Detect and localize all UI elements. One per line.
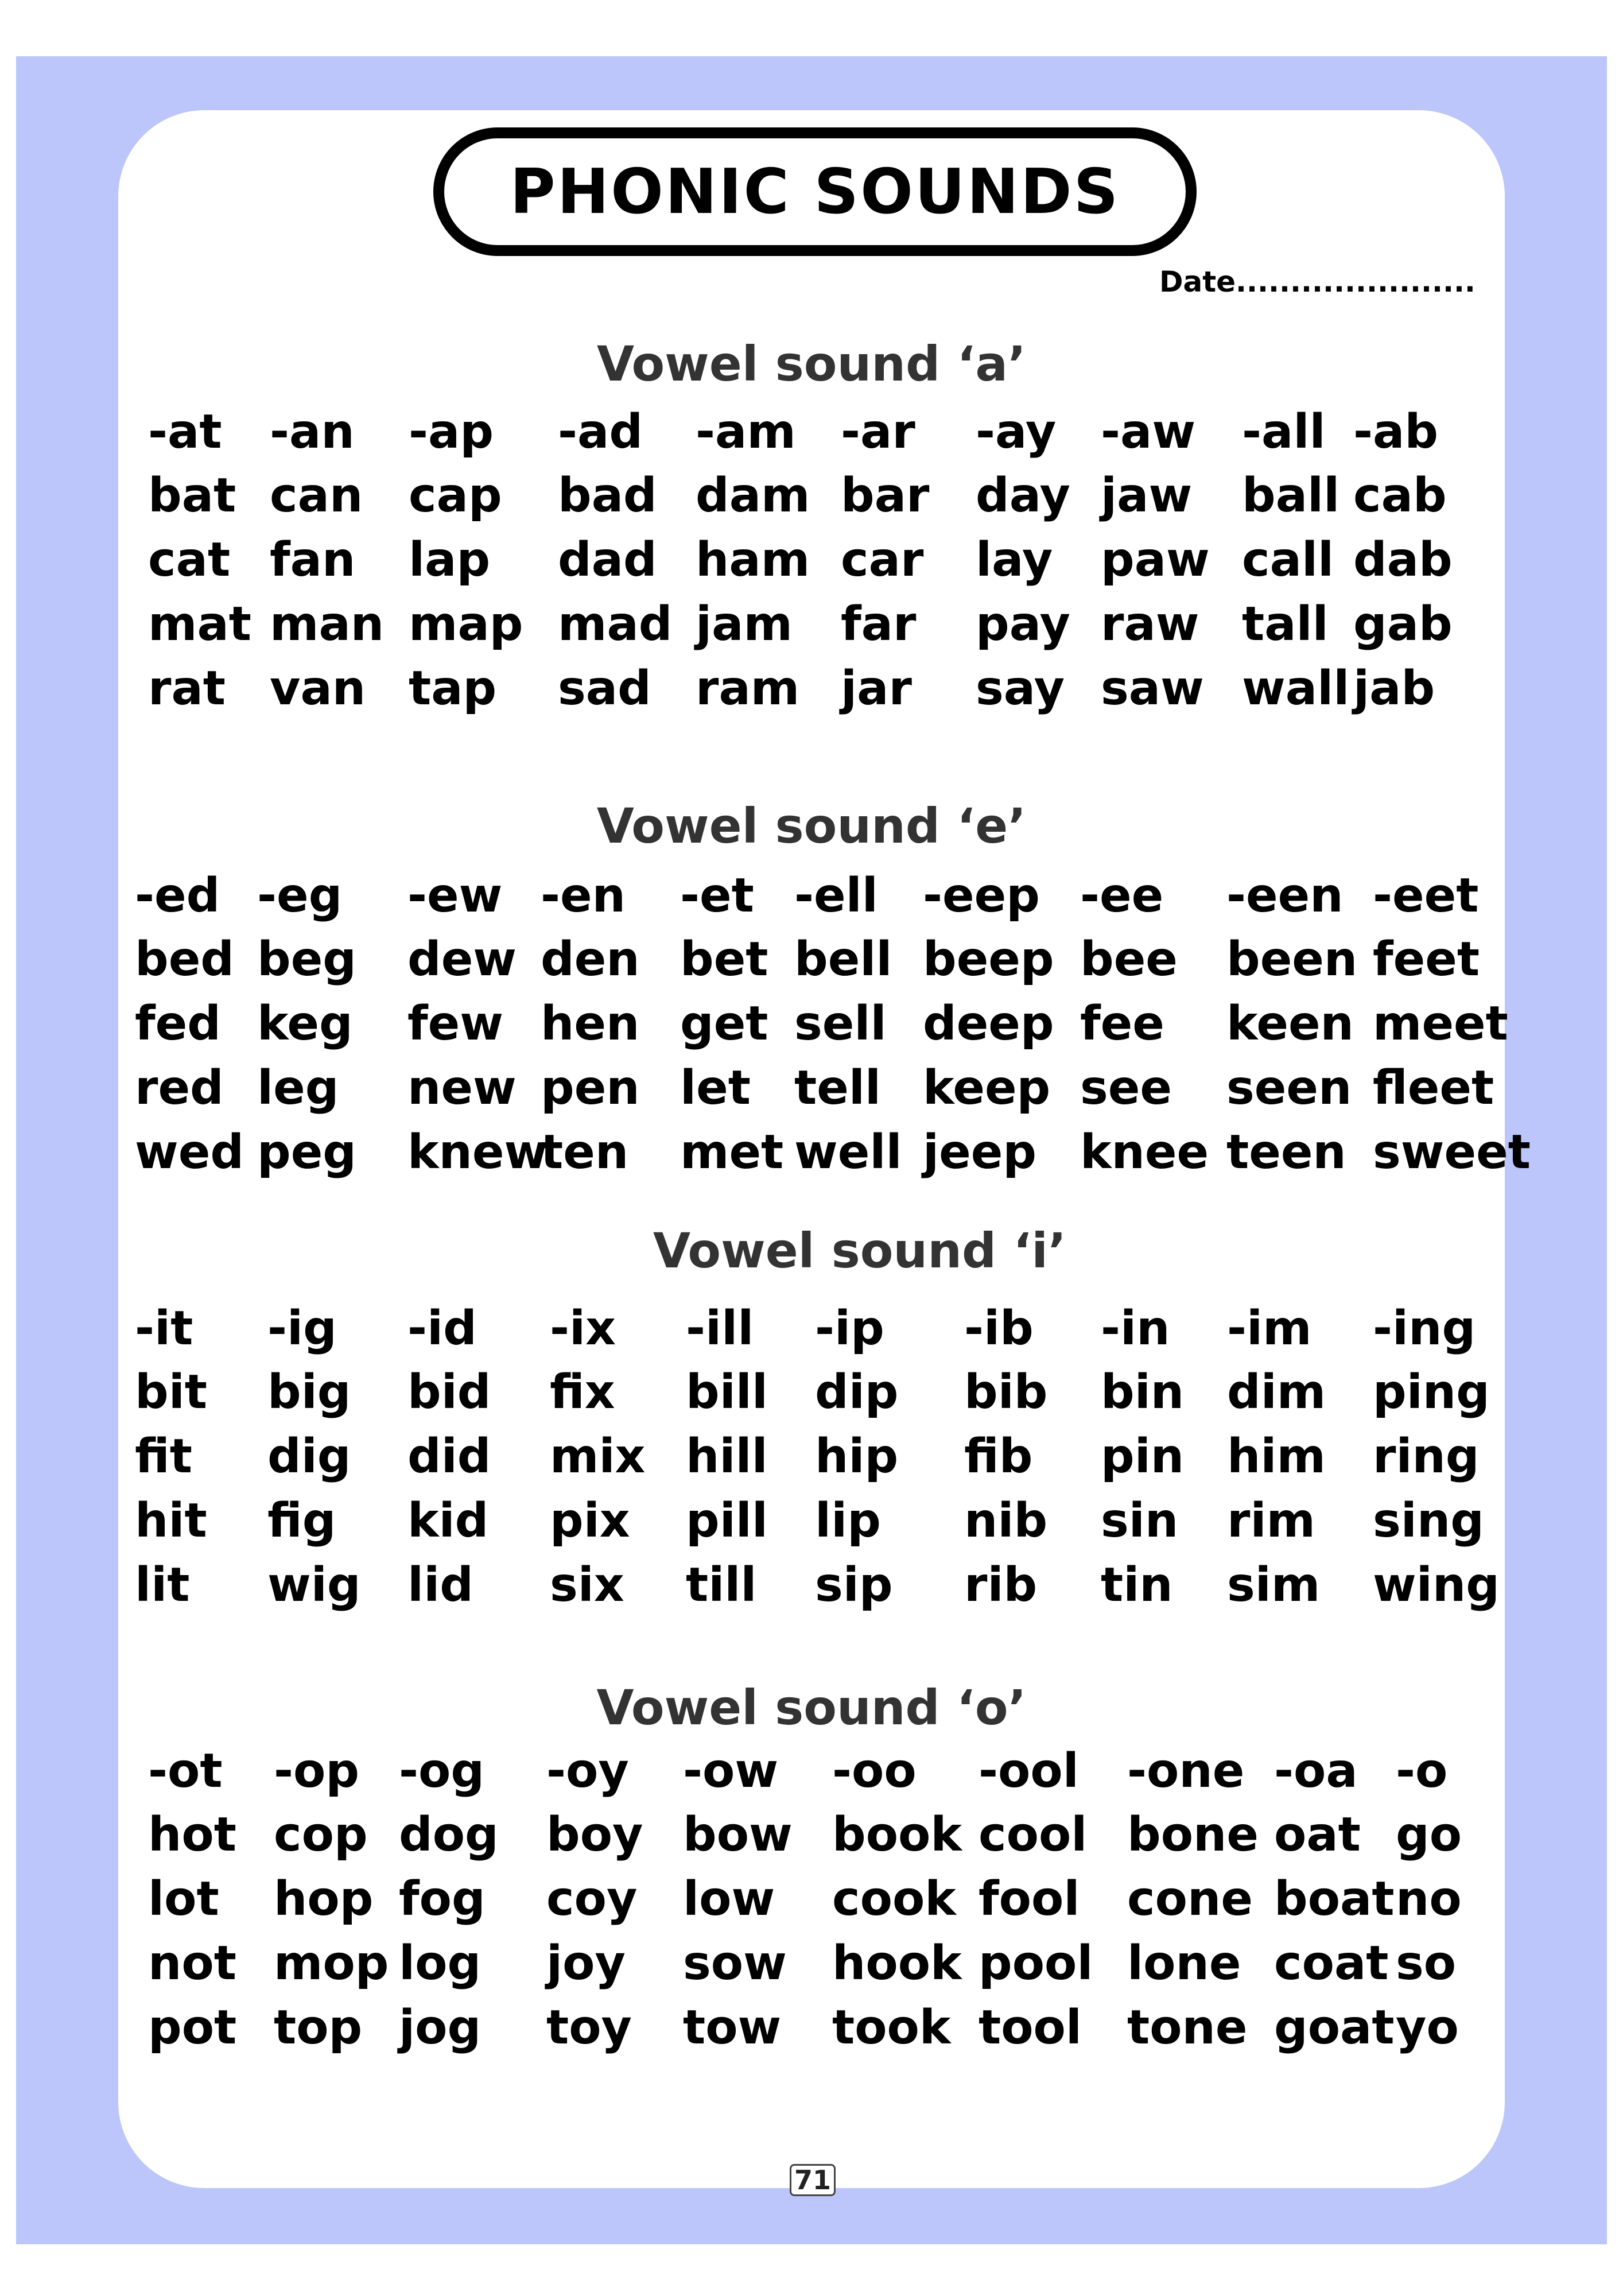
word-family-ending: -oa [1274, 1744, 1358, 1798]
phonic-word: den [541, 932, 640, 987]
word-family-ending: -ay [976, 405, 1057, 459]
word-family-ending: -ow [683, 1744, 779, 1798]
word-family-ending: -et [680, 868, 754, 923]
word-family-ending: -ig [267, 1301, 337, 1356]
phonic-word: cop [274, 1808, 368, 1862]
phonic-word: rib [964, 1558, 1038, 1612]
word-family-ending: -ed [135, 868, 220, 923]
phonic-word: fix [550, 1365, 615, 1420]
phonic-word: cap [409, 468, 502, 523]
phonic-word: no [1396, 1872, 1462, 1926]
phonic-word: lap [409, 533, 491, 587]
phonic-word: dad [558, 533, 657, 587]
word-family-ending: -ew [407, 868, 503, 923]
phonic-word: sim [1227, 1558, 1321, 1612]
phonic-word: mad [558, 597, 673, 651]
phonic-word: six [550, 1558, 624, 1612]
word-family-ending: -eg [257, 868, 343, 923]
phonic-word: keg [257, 996, 353, 1051]
phonic-word: oat [1274, 1808, 1361, 1862]
phonic-word: bone [1127, 1808, 1259, 1862]
phonic-word: pill [686, 1494, 768, 1548]
phonic-word: cook [832, 1872, 956, 1926]
phonic-word: peg [257, 1125, 357, 1180]
phonic-word: car [841, 533, 924, 587]
phonic-word: boy [546, 1808, 643, 1862]
word-family-ending: -aw [1101, 405, 1196, 459]
phonic-word: fan [270, 533, 356, 587]
phonic-word: bell [794, 932, 892, 987]
word-family-ending: -oo [832, 1744, 917, 1798]
phonic-word: seen [1226, 1061, 1352, 1115]
section-heading: Vowel sound ‘a’ [597, 336, 1026, 392]
phonic-word: tone [1127, 2000, 1248, 2055]
phonic-word: met [680, 1125, 784, 1180]
phonic-word: joy [546, 1936, 626, 1991]
phonic-word: tow [683, 2000, 782, 2055]
word-family-ending: -eep [923, 868, 1040, 923]
word-family-ending: -an [270, 405, 355, 459]
phonic-word: fit [135, 1429, 192, 1484]
phonic-word: tell [794, 1061, 882, 1115]
phonic-word: fee [1080, 996, 1164, 1051]
phonic-word: did [407, 1429, 491, 1484]
phonic-word: tall [1242, 597, 1329, 651]
phonic-word: log [399, 1936, 482, 1991]
phonic-word: fool [979, 1872, 1080, 1926]
phonic-word: rat [148, 661, 226, 716]
word-family-ending: -all [1242, 405, 1326, 459]
phonic-word: cab [1353, 468, 1447, 523]
phonic-word: map [409, 597, 523, 651]
phonic-word: low [683, 1872, 775, 1926]
phonic-word: far [841, 597, 917, 651]
phonic-word: knee [1080, 1125, 1209, 1180]
phonic-word: dab [1353, 533, 1453, 587]
phonic-word: cat [148, 533, 231, 587]
phonic-word: fib [964, 1429, 1033, 1484]
phonic-word: yo [1396, 2000, 1459, 2055]
phonic-word: hook [832, 1936, 962, 1991]
phonic-word: hop [274, 1872, 374, 1926]
phonic-word: few [407, 996, 504, 1051]
phonic-word: keep [923, 1061, 1051, 1115]
phonic-word: jeep [923, 1125, 1037, 1180]
word-family-ending: -at [148, 405, 222, 459]
phonic-word: not [148, 1936, 236, 1991]
phonic-word: boat [1274, 1872, 1395, 1926]
phonic-word: hip [815, 1429, 899, 1484]
phonic-word: go [1396, 1808, 1462, 1862]
phonic-word: mop [274, 1936, 389, 1991]
word-family-ending: -op [274, 1744, 360, 1798]
word-family-ending: -ee [1080, 868, 1164, 923]
phonic-word: knew [407, 1125, 548, 1180]
phonic-word: gab [1353, 597, 1453, 651]
phonic-word: nib [964, 1494, 1048, 1548]
phonic-word: dam [696, 468, 810, 523]
phonic-word: bar [841, 468, 930, 523]
phonic-word: bet [680, 932, 768, 987]
phonic-word: bad [558, 468, 657, 523]
phonic-word: hot [148, 1808, 236, 1862]
phonic-word: bit [135, 1365, 208, 1420]
phonic-word: fog [399, 1872, 486, 1926]
phonic-word: van [270, 661, 366, 716]
phonic-word: jog [399, 2000, 482, 2055]
phonic-word: wig [267, 1558, 361, 1612]
phonic-word: pay [976, 597, 1070, 651]
phonic-word: dip [815, 1365, 899, 1420]
phonic-word: pen [541, 1061, 640, 1115]
phonic-word: bin [1101, 1365, 1185, 1420]
phonic-word: fed [135, 996, 221, 1051]
phonic-word: lone [1127, 1936, 1241, 1991]
phonic-word: bed [135, 932, 235, 987]
word-family-ending: -ing [1373, 1301, 1476, 1356]
phonic-word: let [680, 1061, 751, 1115]
page-number: 71 [790, 2164, 836, 2196]
phonic-word: top [274, 2000, 363, 2055]
phonic-word: call [1242, 533, 1334, 587]
phonic-word: ping [1373, 1365, 1490, 1420]
phonic-word: meet [1373, 996, 1508, 1051]
phonic-word: jab [1353, 661, 1435, 716]
phonic-word: big [267, 1365, 351, 1420]
phonic-word: been [1226, 932, 1358, 987]
phonic-word: pin [1101, 1429, 1185, 1484]
phonic-word: wall [1242, 661, 1350, 716]
phonic-word: saw [1101, 661, 1204, 716]
phonic-word: jaw [1101, 468, 1193, 523]
phonic-word: tap [409, 661, 497, 716]
word-family-ending: -oy [546, 1744, 629, 1798]
phonic-word: pot [148, 2000, 237, 2055]
phonic-word: sing [1373, 1494, 1484, 1548]
word-family-ending: -im [1227, 1301, 1312, 1356]
word-family-ending: -ad [558, 405, 643, 459]
phonic-word: bid [407, 1365, 491, 1420]
word-family-ending: -eet [1373, 868, 1479, 923]
phonic-word: well [794, 1125, 902, 1180]
phonic-word: sow [683, 1936, 787, 1991]
phonic-word: pix [550, 1494, 630, 1548]
phonic-word: can [270, 468, 363, 523]
word-family-ending: -id [407, 1301, 477, 1356]
phonic-word: lid [407, 1558, 473, 1612]
phonic-word: feet [1373, 932, 1480, 987]
phonic-word: coy [546, 1872, 638, 1926]
phonic-word: beep [923, 932, 1054, 987]
phonic-word: deep [923, 996, 1054, 1051]
word-family-ending: -ar [841, 405, 915, 459]
word-family-ending: -ell [794, 868, 878, 923]
phonic-word: leg [257, 1061, 339, 1115]
phonic-word: hen [541, 996, 640, 1051]
phonic-word: book [832, 1808, 962, 1862]
phonic-word: rim [1227, 1494, 1315, 1548]
phonic-word: fig [267, 1494, 336, 1548]
phonic-word: bib [964, 1365, 1048, 1420]
word-family-ending: -one [1127, 1744, 1245, 1798]
phonic-word: sell [794, 996, 887, 1051]
phonic-word: teen [1226, 1125, 1346, 1180]
word-family-ending: -ot [148, 1744, 223, 1798]
phonic-word: him [1227, 1429, 1326, 1484]
word-family-ending: -ip [815, 1301, 884, 1356]
phonic-word: fleet [1373, 1061, 1494, 1115]
phonic-word: dim [1227, 1365, 1326, 1420]
phonic-word: get [680, 996, 768, 1051]
phonic-word: man [270, 597, 385, 651]
phonic-word: wing [1373, 1558, 1500, 1612]
phonic-word: sad [558, 661, 651, 716]
phonic-word: till [686, 1558, 757, 1612]
phonic-word: ten [541, 1125, 629, 1180]
word-family-ending: -it [135, 1301, 193, 1356]
phonic-word: lip [815, 1494, 881, 1548]
word-family-ending: -am [696, 405, 796, 459]
phonic-word: wed [135, 1125, 244, 1180]
phonic-word: dig [267, 1429, 351, 1484]
phonic-word: ram [696, 661, 800, 716]
phonic-word: jar [841, 661, 912, 716]
phonic-word: toy [546, 2000, 632, 2055]
section-heading: Vowel sound ‘i’ [653, 1223, 1067, 1279]
word-family-ending: -in [1101, 1301, 1170, 1356]
word-family-ending: -o [1396, 1744, 1448, 1798]
phonic-word: tin [1101, 1558, 1173, 1612]
phonic-word: cone [1127, 1872, 1253, 1926]
word-family-ending: -ab [1353, 405, 1439, 459]
phonic-word: day [976, 468, 1070, 523]
word-family-ending: -ap [409, 405, 494, 459]
phonic-word: dew [407, 932, 517, 987]
phonic-word: bill [686, 1365, 768, 1420]
phonic-word: sin [1101, 1494, 1179, 1548]
phonic-word: bow [683, 1808, 793, 1862]
phonic-word: red [135, 1061, 224, 1115]
phonic-word: took [832, 2000, 951, 2055]
phonic-word: ball [1242, 468, 1340, 523]
phonic-word: hill [686, 1429, 768, 1484]
phonic-word: new [407, 1061, 517, 1115]
phonic-word: pool [979, 1936, 1093, 1991]
page-title-text: PHONIC SOUNDS [510, 156, 1120, 228]
word-family-ending: -een [1226, 868, 1344, 923]
phonic-word: so [1396, 1936, 1457, 1991]
phonic-word: lit [135, 1558, 190, 1612]
phonic-word: mat [148, 597, 251, 651]
phonic-word: bat [148, 468, 236, 523]
phonic-word: beg [257, 932, 357, 987]
phonic-word: mix [550, 1429, 646, 1484]
phonic-word: ham [696, 533, 810, 587]
phonic-word: bee [1080, 932, 1178, 987]
page-title [433, 127, 1197, 256]
section-heading: Vowel sound ‘e’ [596, 798, 1027, 854]
phonic-word: hit [135, 1494, 207, 1548]
word-family-ending: -ix [550, 1301, 616, 1356]
phonic-word: say [976, 661, 1065, 716]
phonic-word: ring [1373, 1429, 1480, 1484]
phonic-word: raw [1101, 597, 1199, 651]
word-family-ending: -ool [979, 1744, 1079, 1798]
phonic-word: tool [979, 2000, 1082, 2055]
section-heading: Vowel sound ‘o’ [596, 1680, 1027, 1736]
phonic-word: lot [148, 1872, 219, 1926]
phonic-word: keen [1226, 996, 1354, 1051]
word-family-ending: -en [541, 868, 626, 923]
phonic-word: see [1080, 1061, 1172, 1115]
phonic-word: cool [979, 1808, 1088, 1862]
phonic-word: goat [1274, 2000, 1395, 2055]
phonic-word: kid [407, 1494, 489, 1548]
word-family-ending: -og [399, 1744, 485, 1798]
phonic-word: jam [696, 597, 793, 651]
phonic-word: coat [1274, 1936, 1389, 1991]
date-field: Date...................... [1159, 265, 1476, 298]
word-family-ending: -ill [686, 1301, 754, 1356]
word-family-ending: -ib [964, 1301, 1034, 1356]
phonic-word: lay [976, 533, 1053, 587]
phonic-word: sip [815, 1558, 893, 1612]
phonic-word: sweet [1373, 1125, 1531, 1180]
phonic-word: dog [399, 1808, 499, 1862]
phonic-word: paw [1101, 533, 1210, 587]
